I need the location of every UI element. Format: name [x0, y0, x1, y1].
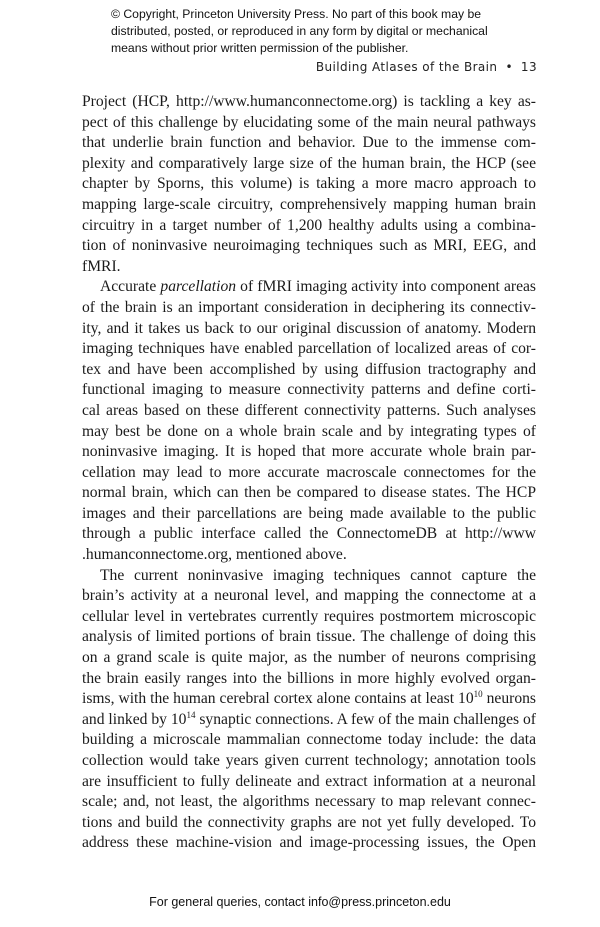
text-run: Accurate — [100, 278, 161, 296]
copyright-notice — [111, 6, 511, 57]
text-line: images and their parcellations are being made available to the public — [82, 504, 536, 522]
text-line: building a microscale mammalian connectome today include: the data — [82, 731, 536, 749]
text-line: .humanconnectome.org, mentioned above. — [82, 546, 347, 564]
text-line: analysis of limited portions of brain tissue. The challenge of doing this — [82, 628, 536, 646]
copyright-line: means without prior written permission of the publisher. — [111, 41, 409, 55]
text-line: address these machine-vision and image-processing issues, the Open — [82, 834, 536, 852]
text-line: brain’s activity at a neuronal level, and mapping the connectome at a — [82, 587, 536, 605]
text-run: isms, with the human cerebral cortex alone contains at least 10 — [82, 690, 474, 708]
running-head-title: Building Atlases of the Brain — [315, 60, 498, 74]
text-run: synaptic connections. A few of the main challenges of — [195, 710, 536, 728]
text-line: collection would take years given current technology; annotation tools — [82, 752, 536, 769]
running-head-separator: • — [505, 60, 513, 74]
page-number: 13 — [520, 60, 537, 74]
copyright-line: distributed, posted, or reproduced in any form by digital or mechanical — [111, 24, 488, 38]
emphasis-term: parcellation — [160, 278, 237, 296]
text-line: tex and have been accomplished by using diffusion tractography and — [82, 360, 536, 378]
text-run: and linked by 10 — [82, 710, 187, 728]
text-line: tion of noninvasive neuroimaging techniques such as MRI, EEG, and — [82, 237, 536, 255]
text-line: fMRI. — [82, 257, 121, 275]
text-line — [82, 277, 536, 298]
paragraph — [82, 566, 536, 854]
text-line: that underlie brain function and behavior. Due to the immense com- — [82, 134, 536, 152]
text-line: ity, and it takes us back to our original discussion of anatomy. Modern — [82, 319, 536, 337]
text-line: cal areas based on these different connectivity patterns. Such analyses — [82, 401, 536, 419]
text-line: Project (HCP, http://www.humanconnectome.org) is tackling a key as- — [82, 93, 536, 110]
text-line: The current noninvasive imaging techniques cannot capture the — [100, 566, 536, 584]
text-line: pect of this challenge by elucidating some of the main neural pathways — [82, 113, 536, 131]
exponent: 14 — [186, 709, 196, 720]
text-line: functional imaging to measure connectivity patterns and define corti- — [82, 381, 536, 399]
copyright-line: © Copyright, Princeton University Press. No part of this book may be — [111, 7, 482, 21]
text-run: neurons — [482, 690, 536, 708]
text-line: cellular level in vertebrates currently requires postmortem microscopic — [82, 607, 536, 625]
text-line: may best be done on a whole brain scale and by integrating types of — [82, 422, 536, 440]
text-line: scale; and, not least, the algorithms necessary to map relevant connec- — [82, 793, 536, 811]
text-line: plexity and comparatively large size of the human brain, the HCP (see — [82, 154, 536, 172]
exponent: 10 — [473, 689, 483, 700]
text-line: normal brain, which can then be compared to disease states. The HCP — [82, 484, 536, 502]
footer-contact: For general queries, contact info@press.princeton.edu — [149, 895, 451, 909]
text-line: cellation may lead to more accurate macroscale connectomes for the — [82, 463, 536, 481]
text-line: the brain easily ranges into the billions in more highly evolved organ- — [82, 669, 536, 687]
text-line — [82, 710, 536, 731]
paragraph — [82, 277, 536, 565]
text-line: tions and build the connectivity graphs are not yet fully developed. To — [82, 813, 536, 831]
text-line: on a grand scale is quite major, as the number of neurons comprising — [82, 649, 536, 667]
text-line — [82, 689, 536, 710]
text-line: through a public interface called the ConnectomeDB at http://www — [82, 525, 536, 543]
body-text — [82, 92, 536, 854]
running-head — [316, 60, 537, 74]
text-line: noninvasive imaging. It is hoped that more accurate whole brain par- — [82, 443, 536, 461]
text-line: are insufficient to fully delineate and extract information at a neuronal — [82, 772, 536, 790]
text-line: circuitry in a target number of 1,200 healthy adults using a combina- — [82, 216, 536, 234]
text-line: mapping large-scale circuitry, comprehensively mapping human brain — [82, 195, 536, 213]
paragraph — [82, 92, 536, 277]
text-line: imaging techniques have enabled parcellation of localized areas of cor- — [82, 340, 536, 358]
text-run: of fMRI imaging activity into component areas — [236, 278, 536, 296]
text-line: chapter by Sporns, this volume) is taking a more macro approach to — [82, 175, 536, 193]
text-line: of the brain is an important consideration in deciphering its connectiv- — [82, 298, 536, 316]
